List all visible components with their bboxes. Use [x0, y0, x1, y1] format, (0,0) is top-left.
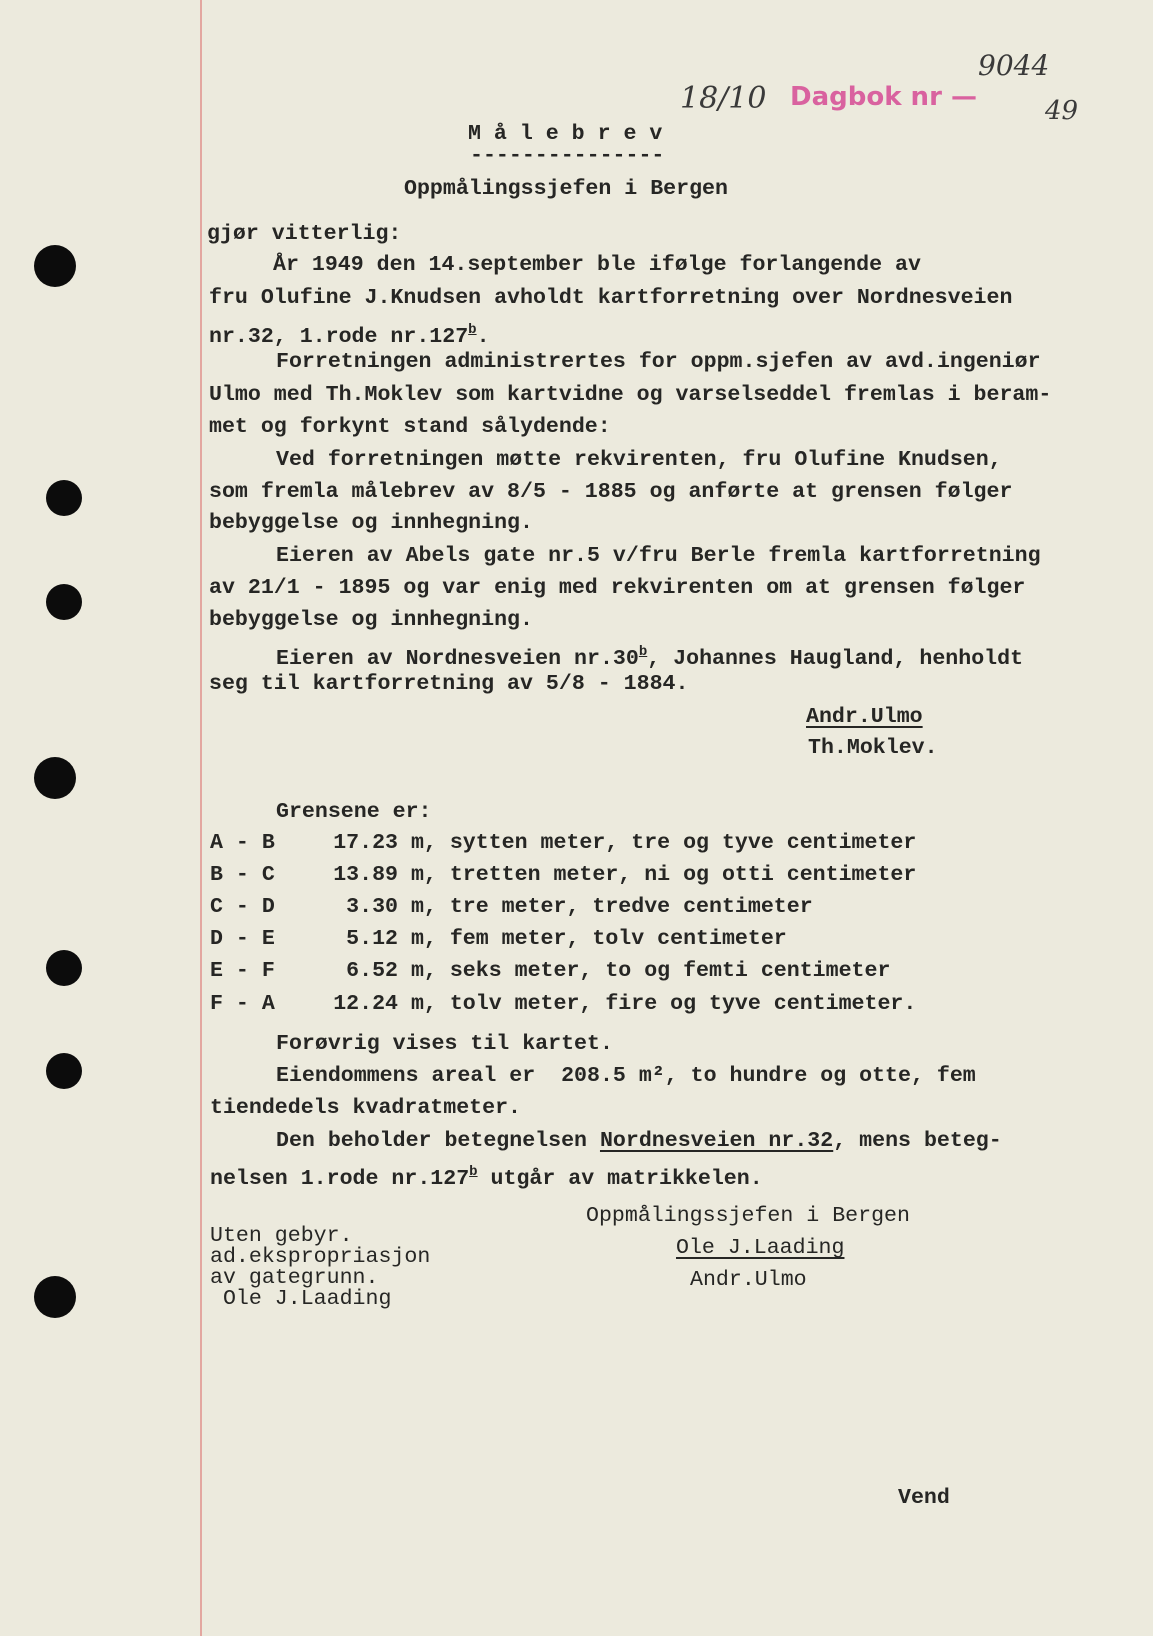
segment: E - F: [210, 959, 275, 983]
length-text: m, seks meter, to og femti centimeter: [410, 959, 891, 983]
boundary-row: [210, 927, 787, 951]
note-line: ad.ekspropriasjon: [210, 1245, 431, 1269]
footer-office: Oppmålingssjefen i Bergen: [586, 1204, 910, 1228]
margin-line: [200, 0, 202, 1636]
text: nelsen 1.rode nr.127: [210, 1167, 470, 1191]
text: Den beholder betegnelsen: [276, 1129, 600, 1153]
paragraph-line: Eieren av Abels gate nr.5 v/fru Berle fremla kartforretning: [276, 544, 1041, 568]
text: Eieren av Nordnesveien nr.30: [276, 647, 639, 671]
length: 6.52: [346, 959, 398, 983]
fee-note: [210, 1226, 430, 1310]
designation-line: [210, 1160, 763, 1191]
designation-line: [276, 1129, 1002, 1153]
diary-number: 9044: [978, 49, 1050, 82]
note-line: Ole J.Laading: [210, 1287, 392, 1311]
title-rule: ---------------: [470, 144, 665, 168]
paragraph-line: bebyggelse og innhegning.: [209, 608, 533, 632]
paragraph-line: Forretningen administrertes for oppm.sjefen av avd.ingeniør: [276, 350, 1041, 374]
length: 3.30: [346, 895, 398, 919]
note-line: Uten gebyr.: [210, 1224, 353, 1248]
length-text: m, tolv meter, fire og tyve centimeter.: [410, 992, 917, 1016]
issuer: Oppmålingssjefen i Bergen: [404, 177, 728, 201]
segment: C - D: [210, 895, 275, 919]
boundary-row: [210, 863, 916, 887]
superscript: b: [468, 322, 477, 338]
length: 17.23: [333, 831, 398, 855]
address: Nordnesveien nr.32: [599, 1129, 834, 1153]
punch-hole: [34, 245, 76, 287]
punch-hole: [46, 1053, 82, 1089]
paragraph-line: som fremla målebrev av 8/5 - 1885 og anførte at grensen følger: [209, 480, 1013, 504]
superscript: b: [638, 644, 648, 660]
signature-moklev: Th.Moklev.: [808, 736, 938, 760]
segment: F - A: [210, 992, 275, 1016]
text: nr.32, 1.rode nr.127: [209, 325, 469, 349]
length-text: m, sytten meter, tre og tyve centimeter: [410, 831, 917, 855]
segment: D - E: [210, 927, 275, 951]
document-title: M å l e b r e v: [468, 122, 663, 146]
segment: B - C: [210, 863, 275, 887]
note-line: av gategrunn.: [210, 1266, 379, 1290]
intro: gjør vitterlig:: [207, 222, 402, 246]
area-line: Eiendommens areal er 208.5 m², to hundre og otte, fem: [276, 1064, 976, 1088]
text: , mens beteg-: [833, 1129, 1002, 1153]
footer-signature: Ole J.Laading: [676, 1236, 845, 1260]
punch-hole: [46, 950, 82, 986]
paragraph-line: [276, 640, 1023, 671]
paragraph-line: [209, 318, 490, 349]
paragraph-line: met og forkynt stand sålydende:: [209, 415, 611, 439]
boundary-row: [210, 895, 813, 919]
diary-stamp: Dagbok nr —: [790, 82, 977, 112]
length: 12.24: [333, 992, 398, 1016]
boundary-row: [210, 992, 916, 1016]
paragraph-line: År 1949 den 14.september ble ifølge forlangende av: [273, 253, 921, 277]
stamp-label: Dagbok nr: [790, 82, 942, 112]
text: .: [476, 325, 490, 349]
length: 5.12: [346, 927, 398, 951]
area-line: tiendedels kvadratmeter.: [210, 1096, 522, 1120]
punch-hole: [46, 584, 82, 620]
paragraph-line: fru Olufine J.Knudsen avholdt kartforretning over Nordnesveien: [209, 286, 1013, 310]
handwritten-date: 18/10: [680, 81, 767, 116]
paragraph-line: Ved forretningen møtte rekvirenten, fru Olufine Knudsen,: [276, 448, 1002, 472]
turn-page-note: Vend: [898, 1486, 950, 1510]
punch-hole: [46, 480, 82, 516]
boundaries-heading: Grensene er:: [276, 800, 432, 824]
paragraph-line: av 21/1 - 1895 og var enig med rekvirenten om at grensen følger: [209, 576, 1026, 600]
paragraph-line: Ulmo med Th.Moklev som kartvidne og varselseddel fremlas i beram-: [209, 383, 1052, 407]
boundary-row: [210, 831, 916, 855]
text: , Johannes Haugland, henholdt: [647, 647, 1024, 671]
map-reference: Forøvrig vises til kartet.: [276, 1032, 613, 1056]
footer-signature: Andr.Ulmo: [690, 1268, 807, 1292]
length-text: m, fem meter, tolv centimeter: [410, 927, 787, 951]
paragraph-line: bebyggelse og innhegning.: [209, 511, 533, 535]
punch-hole: [34, 1276, 76, 1318]
text: utgår av matrikkelen.: [477, 1167, 763, 1191]
diary-year: 49: [1045, 96, 1079, 126]
length-text: m, tretten meter, ni og otti centimeter: [410, 863, 917, 887]
paragraph-line: seg til kartforretning av 5/8 - 1884.: [209, 672, 689, 696]
length: 13.89: [333, 863, 398, 887]
punch-hole: [34, 757, 76, 799]
superscript: b: [469, 1164, 478, 1180]
signature-ulmo: Andr.Ulmo: [806, 705, 923, 729]
boundary-row: [210, 959, 890, 983]
length-text: m, tre meter, tredve centimeter: [410, 895, 813, 919]
segment: A - B: [210, 831, 275, 855]
